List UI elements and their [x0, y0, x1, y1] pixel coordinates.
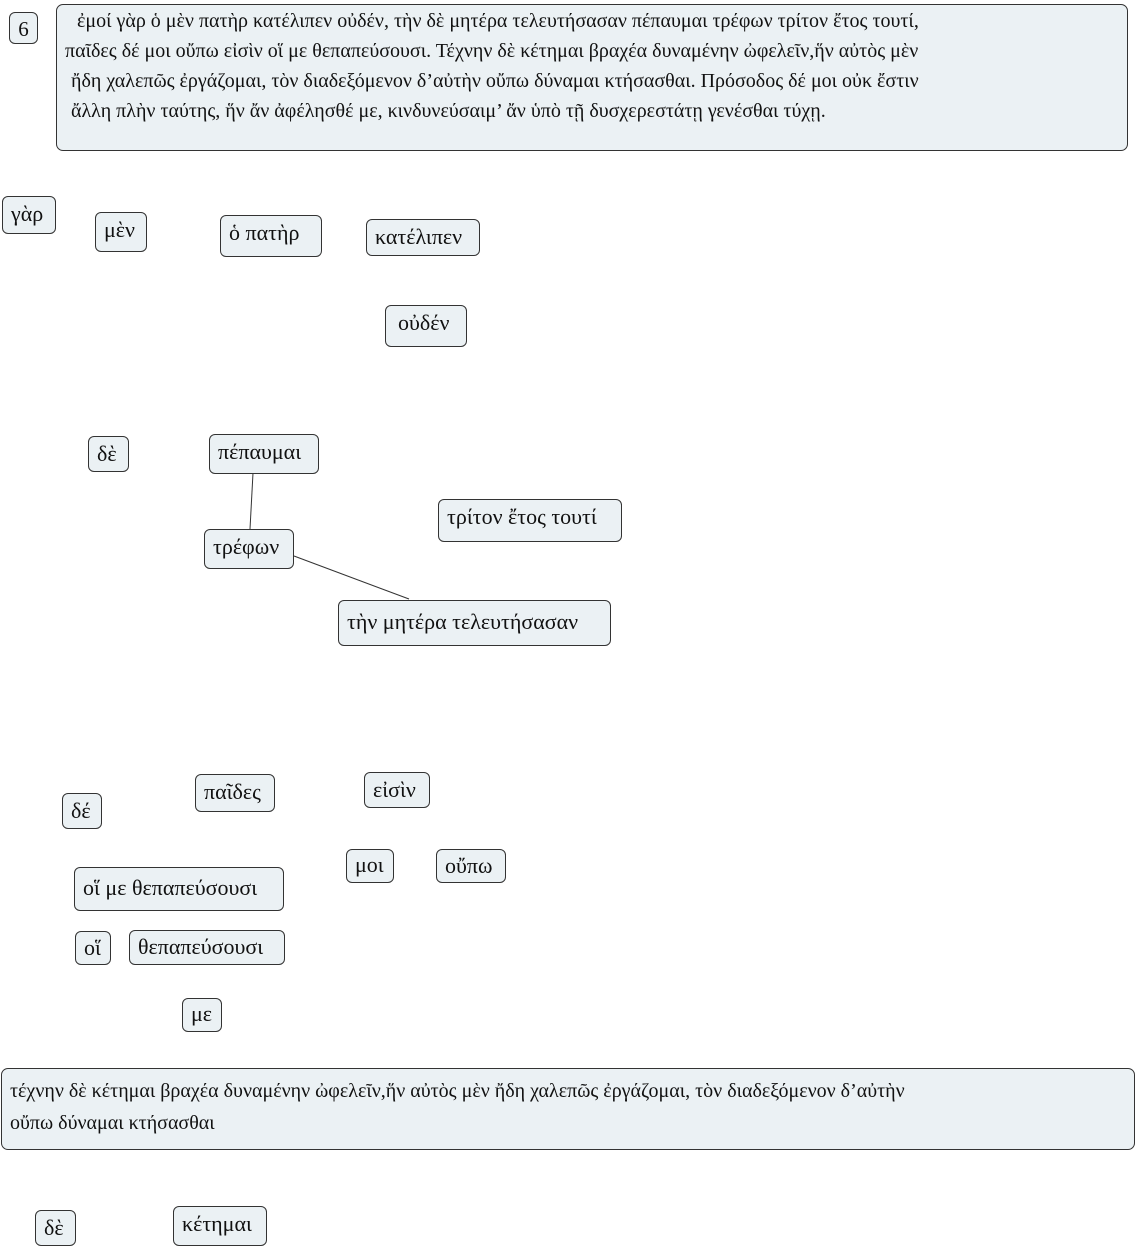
word-node-pepaumai[interactable]: πέπαυμαι — [209, 434, 319, 474]
word-node-de[interactable]: δὲ — [35, 1210, 76, 1246]
paragraph-number[interactable]: 6 — [9, 12, 38, 44]
word-node-trephon[interactable]: τρέφων — [204, 529, 294, 569]
word-node-de[interactable]: δὲ — [88, 436, 129, 472]
word-node-ketemai[interactable]: κέτημαι — [173, 1206, 267, 1246]
word-node-katelipen[interactable]: κατέλιπεν — [366, 219, 480, 256]
word-node-triton-etos-touti[interactable]: τρίτον ἔτος τουτί — [438, 499, 622, 542]
main-text-line: ἐμοί γὰρ ὁ μὲν πατὴρ κατέλιπεν οὐδέν, τὴν δὲ μητέρα τελευτήσασαν πέπαυμαι τρέφων τρίτον ἔτος τουτί, — [77, 10, 919, 32]
sentence-line: οὔπω δύναμαι κτήσασθαι — [10, 1112, 215, 1134]
link-trephon-ten-metera — [294, 556, 409, 599]
word-node-hoi[interactable]: οἵ — [75, 931, 111, 965]
word-node-me[interactable]: με — [182, 998, 222, 1032]
word-node-hoi-me-thepapeusousi[interactable]: οἵ με θεπαπεύσουσι — [74, 867, 284, 911]
word-node-men[interactable]: μὲν — [95, 212, 147, 252]
word-node-oupo[interactable]: οὔπω — [436, 849, 506, 883]
sentence-box[interactable] — [1, 1068, 1135, 1150]
main-text-line: παῖδες δέ μοι οὔπω εἰσὶν οἵ με θεπαπεύσουσι. Τέχνην δὲ κέτημαι βραχέα δυναμένην ὠφελεῖν,ἥν αὐτὸς μὲν — [65, 40, 919, 62]
word-node-eisin[interactable]: εἰσὶν — [364, 772, 430, 808]
word-node-moi[interactable]: μοι — [346, 849, 394, 883]
word-node-paides[interactable]: παῖδες — [195, 774, 275, 812]
word-node-ho-pater[interactable]: ὁ πατὴρ — [220, 215, 322, 257]
main-text-line: ἄλλη πλὴν ταύτης, ἥν ἄν ἀφέλησθέ με, κινδυνεύσαιμ’ ἄν ὑπὸ τῇ δυσχερεστάτῃ γενέσθαι τύχῃ. — [71, 100, 826, 122]
word-node-thepapeusousi[interactable]: θεπαπεύσουσι — [129, 930, 285, 965]
sentence-line: τέχνην δὲ κέτημαι βραχέα δυναμένην ὠφελεῖν,ἥν αὐτὸς μὲν ἤδη χαλεπῶς ἐργάζομαι, τὸν διαδεξόμενον δ’αὐτὴν — [10, 1080, 905, 1102]
word-node-ten-metera[interactable]: τὴν μητέρα τελευτήσασαν — [338, 600, 611, 646]
main-text-box[interactable] — [56, 4, 1128, 151]
link-pepaumai-trephon — [250, 473, 253, 529]
word-node-de[interactable]: δέ — [62, 793, 102, 829]
main-text-line: ἤδη χαλεπῶς ἐργάζομαι, τὸν διαδεξόμενον δ’αὐτὴν οὔπω δύναμαι κτήσασθαι. Πρόσοδος δέ μοι οὐκ ἔστιν — [71, 70, 919, 92]
word-node-ouden[interactable]: οὐδέν — [385, 305, 467, 347]
word-node-gar[interactable]: γὰρ — [2, 196, 56, 234]
